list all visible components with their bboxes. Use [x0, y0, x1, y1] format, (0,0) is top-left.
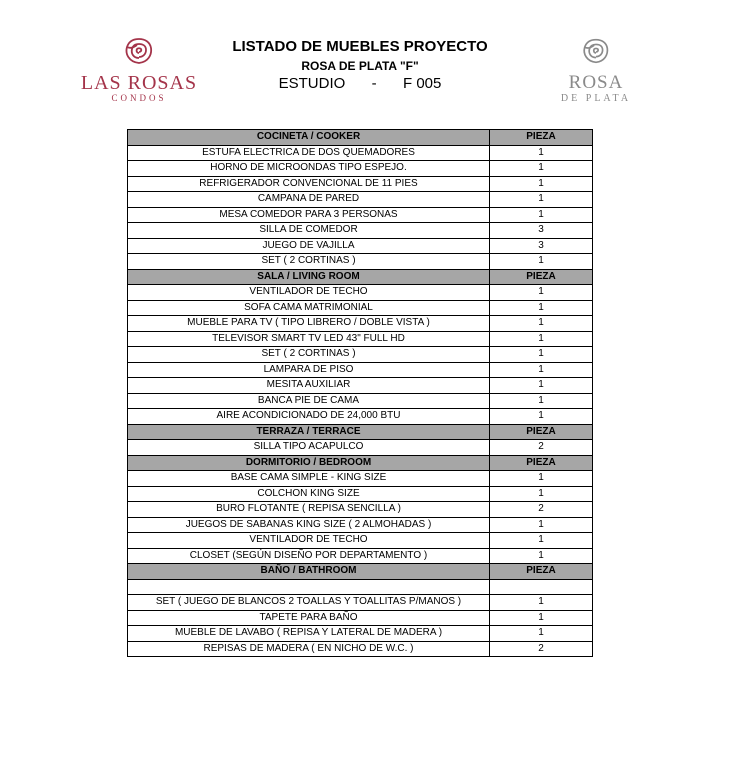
- section-header-row: [128, 424, 593, 440]
- item-name: CLOSET (SEGÚN DISEÑO POR DEPARTAMENTO ): [128, 548, 490, 564]
- table-row: [128, 285, 593, 301]
- table-row: [128, 517, 593, 533]
- document-heading: [200, 38, 520, 93]
- item-qty: 1: [490, 548, 593, 564]
- table-row: [128, 176, 593, 192]
- table-row: [128, 254, 593, 270]
- item-name: BANCA PIE DE CAMA: [128, 393, 490, 409]
- item-name: SOFA CAMA MATRIMONIAL: [128, 300, 490, 316]
- unit-type: ESTUDIO: [278, 75, 346, 92]
- item-qty: 1: [490, 207, 593, 223]
- item-name: LAMPARA DE PISO: [128, 362, 490, 378]
- item-qty: 3: [490, 238, 593, 254]
- item-qty: 1: [490, 409, 593, 425]
- item-qty: 1: [490, 471, 593, 487]
- item-name: [128, 579, 490, 595]
- item-qty: 1: [490, 486, 593, 502]
- item-name: VENTILADOR DE TECHO: [128, 533, 490, 549]
- item-name: ESTUFA ELECTRICA DE DOS QUEMADORES: [128, 145, 490, 161]
- document-subtitle: ROSA DE PLATA "F": [301, 59, 419, 73]
- item-name: MESITA AUXILIAR: [128, 378, 490, 394]
- section-qty-header: PIEZA: [490, 455, 593, 471]
- table-row: [128, 440, 593, 456]
- item-qty: 2: [490, 502, 593, 518]
- item-qty: 1: [490, 362, 593, 378]
- item-qty: 1: [490, 610, 593, 626]
- table-row: [128, 610, 593, 626]
- item-name: REPISAS DE MADERA ( EN NICHO DE W.C. ): [128, 641, 490, 657]
- item-qty: 1: [490, 393, 593, 409]
- table-row: [128, 207, 593, 223]
- item-qty: 1: [490, 517, 593, 533]
- unit-code: F 005: [403, 75, 442, 92]
- item-name: AIRE ACONDICIONADO DE 24,000 BTU: [128, 409, 490, 425]
- rose-icon: [122, 36, 156, 66]
- table-row: [128, 300, 593, 316]
- section-title: BAÑO / BATHROOM: [128, 564, 490, 580]
- unit-line: [200, 75, 520, 93]
- table-row: [128, 533, 593, 549]
- item-qty: 2: [490, 641, 593, 657]
- item-name: MESA COMEDOR PARA 3 PERSONAS: [128, 207, 490, 223]
- item-name: BURO FLOTANTE ( REPISA SENCILLA ): [128, 502, 490, 518]
- section-title: COCINETA / COOKER: [128, 130, 490, 146]
- table-row: [128, 595, 593, 611]
- table-row: [128, 378, 593, 394]
- table-row: [128, 316, 593, 332]
- item-name: SILLA DE COMEDOR: [128, 223, 490, 239]
- section-qty-header: PIEZA: [490, 269, 593, 285]
- table-row: [128, 626, 593, 642]
- table-row: [128, 409, 593, 425]
- table-row: [128, 145, 593, 161]
- rose-icon: [580, 36, 612, 66]
- document-title: LISTADO DE MUEBLES PROYECTO: [232, 38, 488, 55]
- section-header-row: [128, 269, 593, 285]
- table-row: [128, 393, 593, 409]
- item-name: SILLA TIPO ACAPULCO: [128, 440, 490, 456]
- item-qty: [490, 579, 593, 595]
- item-name: CAMPANA DE PARED: [128, 192, 490, 208]
- section-title: DORMITORIO / BEDROOM: [128, 455, 490, 471]
- section-header-row: [128, 455, 593, 471]
- furniture-table: [127, 129, 593, 657]
- item-name: COLCHON KING SIZE: [128, 486, 490, 502]
- item-qty: 1: [490, 192, 593, 208]
- item-qty: 1: [490, 378, 593, 394]
- item-name: TAPETE PARA BAÑO: [128, 610, 490, 626]
- rosa-de-plata-logo: [548, 36, 644, 105]
- las-rosas-logo: [80, 36, 198, 103]
- item-qty: 1: [490, 626, 593, 642]
- item-qty: 3: [490, 223, 593, 239]
- item-name: SET ( JUEGO DE BLANCOS 2 TOALLAS Y TOALLITAS P/MANOS ): [128, 595, 490, 611]
- item-name: SET ( 2 CORTINAS ): [128, 254, 490, 270]
- item-qty: 1: [490, 285, 593, 301]
- item-qty: 1: [490, 316, 593, 332]
- table-row: [128, 238, 593, 254]
- item-name: SET ( 2 CORTINAS ): [128, 347, 490, 363]
- table-row: [128, 362, 593, 378]
- item-name: VENTILADOR DE TECHO: [128, 285, 490, 301]
- item-name: HORNO DE MICROONDAS TIPO ESPEJO.: [128, 161, 490, 177]
- item-qty: 1: [490, 145, 593, 161]
- rosa-de-plata-sub: DE PLATA: [560, 93, 632, 104]
- item-qty: 1: [490, 331, 593, 347]
- unit-separator: -: [371, 75, 377, 92]
- table-row: [128, 347, 593, 363]
- item-qty: 1: [490, 595, 593, 611]
- item-qty: 2: [490, 440, 593, 456]
- table-row: [128, 502, 593, 518]
- item-name: TELEVISOR SMART TV LED 43" FULL HD: [128, 331, 490, 347]
- table-row: [128, 161, 593, 177]
- table-row: [128, 548, 593, 564]
- table-row: [128, 223, 593, 239]
- section-title: SALA / LIVING ROOM: [128, 269, 490, 285]
- item-qty: 1: [490, 176, 593, 192]
- item-name: BASE CAMA SIMPLE - KING SIZE: [128, 471, 490, 487]
- section-header-row: [128, 564, 593, 580]
- item-qty: 1: [490, 254, 593, 270]
- item-qty: 1: [490, 347, 593, 363]
- item-qty: 1: [490, 300, 593, 316]
- item-qty: 1: [490, 161, 593, 177]
- table-row: [128, 641, 593, 657]
- section-qty-header: PIEZA: [490, 564, 593, 580]
- rosa-de-plata-name: ROSA: [568, 72, 624, 93]
- table-row: [128, 331, 593, 347]
- section-qty-header: PIEZA: [490, 424, 593, 440]
- las-rosas-sub: CONDOS: [111, 93, 167, 103]
- las-rosas-name: LAS ROSAS: [80, 72, 198, 94]
- table-row: [128, 579, 593, 595]
- table-row: [128, 192, 593, 208]
- item-name: MUEBLE DE LAVABO ( REPISA Y LATERAL DE MADERA ): [128, 626, 490, 642]
- item-name: JUEGOS DE SABANAS KING SIZE ( 2 ALMOHADAS ): [128, 517, 490, 533]
- section-header-row: [128, 130, 593, 146]
- table-row: [128, 486, 593, 502]
- section-title: TERRAZA / TERRACE: [128, 424, 490, 440]
- item-name: JUEGO DE VAJILLA: [128, 238, 490, 254]
- table-row: [128, 471, 593, 487]
- item-name: MUEBLE PARA TV ( TIPO LIBRERO / DOBLE VISTA ): [128, 316, 490, 332]
- item-qty: 1: [490, 533, 593, 549]
- item-name: REFRIGERADOR CONVENCIONAL DE 11 PIES: [128, 176, 490, 192]
- section-qty-header: PIEZA: [490, 130, 593, 146]
